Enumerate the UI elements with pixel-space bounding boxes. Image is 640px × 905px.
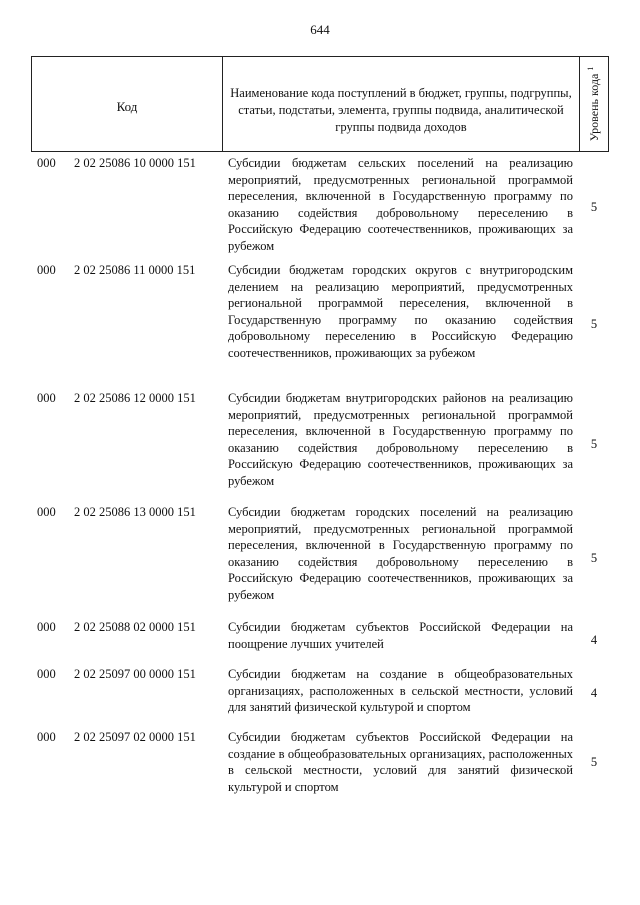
header-level-cell [580,57,608,151]
row-name: Субсидии бюджетам городских округов с внутригородским делением на реализацию мероприятий, предусмотренных региональной программой переселения, включенной в Государственную программу по оказанию содействия добровольному переселению в Российскую Федерацию соотечественников, проживающих за рубежом [228,263,573,360]
row-level: 4 [590,633,598,647]
header-code: Код [32,57,223,151]
row-prefix: 000 [37,391,56,405]
row-prefix: 000 [37,263,56,277]
page-number: 644 [310,22,330,37]
row-prefix: 000 [37,620,56,634]
row-prefix: 000 [37,667,56,681]
row-level: 5 [590,755,598,769]
row-code: 2 02 25086 13 0000 151 [74,505,196,519]
row-name: Субсидии бюджетам на создание в общеобразовательных организациях, расположенных в сельской местности, условий для занятий физической культурой и спортом [228,667,573,714]
row-level: 5 [590,200,598,214]
row-code: 2 02 25088 02 0000 151 [74,620,196,634]
row-code: 2 02 25086 12 0000 151 [74,391,196,405]
row-name: Субсидии бюджетам внутригородских районов на реализацию мероприятий, предусмотренных региональной программой переселения, включенной в Государственную программу по оказанию содействия добровольному переселению в Российскую Федерацию соотечественников, проживающих за рубежом [228,391,573,488]
row-code: 2 02 25097 02 0000 151 [74,730,196,744]
row-code: 2 02 25097 00 0000 151 [74,667,196,681]
row-name: Субсидии бюджетам городских поселений на реализацию мероприятий, предусмотренных региональной программой переселения, включенной в Государственную программу по оказанию содействия добровольному переселению в Российскую Федерацию соотечественников, проживающих за рубежом [228,505,573,602]
row-prefix: 000 [37,505,56,519]
row-prefix: 000 [37,156,56,170]
row-code: 2 02 25086 10 0000 151 [74,156,196,170]
header-level-footnote: 1 [586,66,595,71]
row-level: 5 [590,551,598,565]
table-header [31,56,609,152]
header-level [586,67,602,142]
row-level: 5 [590,317,598,331]
row-name: Субсидии бюджетам сельских поселений на реализацию мероприятий, предусмотренных региональной программой переселения, включенной в Государственную программу по оказанию содействия добровольному переселению в Российскую Федерацию соотечественников, проживающих за рубежом [228,156,573,253]
row-level: 4 [590,686,598,700]
row-code: 2 02 25086 11 0000 151 [74,263,196,277]
row-name: Субсидии бюджетам субъектов Российской Федерации на поощрение лучших учителей [228,620,573,651]
row-prefix: 000 [37,730,56,744]
row-level: 5 [590,437,598,451]
header-name: Наименование кода поступлений в бюджет, группы, подгруппы, статьи, подстатьи, элемента, группы подвида, аналитической группы подвида доходов [223,57,580,151]
row-name: Субсидии бюджетам субъектов Российской Федерации на создание в общеобразовательных организациях, расположенных в сельской местности, условий для занятий физической культурой и спортом [228,730,573,794]
header-level-label: Уровень кода [587,73,601,142]
